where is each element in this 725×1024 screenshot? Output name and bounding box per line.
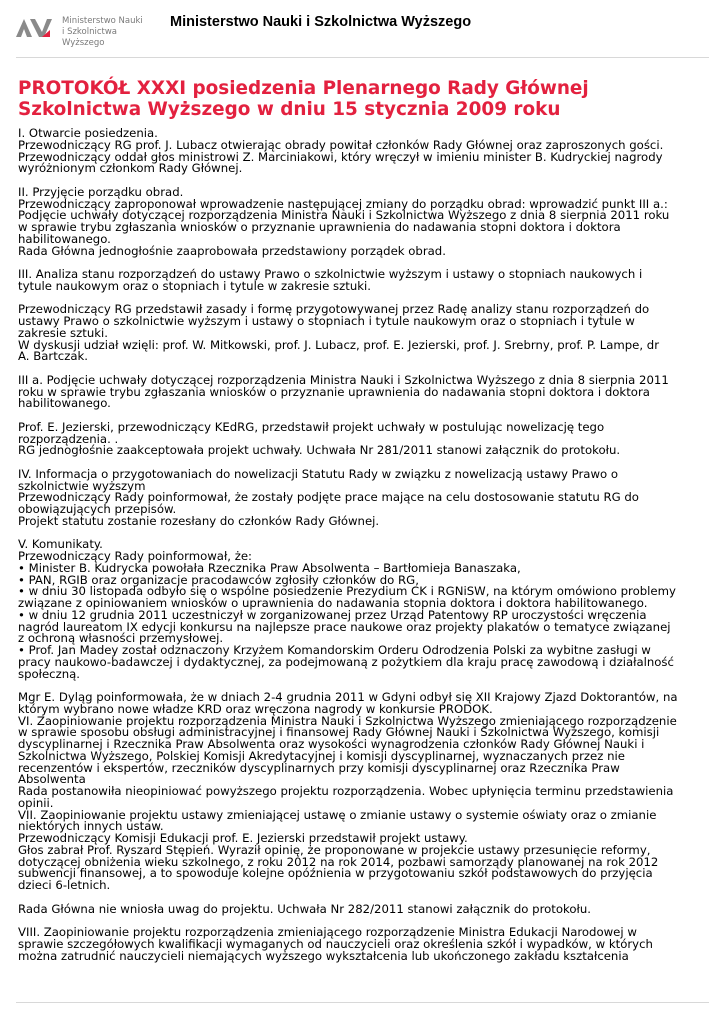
logo-text (62, 16, 158, 49)
ministry-logo[interactable] (16, 16, 158, 48)
text-line: można zatrudnić nauczycieli niemających wyższego wykształcenia lub ukończonego zakładu kształcenia (18, 948, 629, 963)
text-line: Prof. E. Jezierski, przewodniczący KEdRG, przedstawił projekt uchwały w postulując nowelizację tego (18, 419, 605, 434)
paragraph-gap (18, 528, 710, 540)
text-line: szkolnictwie wyższym (18, 478, 146, 493)
text-line: Głos zabrał Prof. Ryszard Stępień. Wyraził opinię, że proponowane w projekcie ustawy przesunięcie reformy, (18, 842, 651, 857)
text-line: w sprawie trybu zgłaszania wniosków o przyznanie uprawnienia do nadawania stopni doktora i doktora (18, 220, 621, 234)
text-line: • Minister B. Kudrycka powołała Rzecznika Praw Absolwenta – Bartłomieja Banaszaka, (18, 560, 521, 575)
text-line: A. Bartczak. (18, 349, 88, 364)
text-line: opinii. (18, 795, 54, 810)
text-line: • Prof. Jan Madey został odznaczony Krzyżem Komandorskim Orderu Odrodzenia Polski za wybitne zasługi w (18, 643, 651, 657)
text-line: związane z opiniowaniem wniosków o uprawnienia do nadawania stopnia doktora i doktora habilitowanego. (18, 596, 648, 610)
site-title: Ministerstwo Nauki i Szkolnictwa Wyższego (170, 14, 472, 30)
document-body (18, 128, 710, 962)
text-line: RG jednogłośnie zaakceptowała projekt uchwały. Uchwała Nr 281/2011 stanowi załącznik do protokołu. (18, 443, 621, 458)
text-line: Przewodniczący Rady poinformował, że: (18, 549, 252, 563)
header-divider (16, 57, 709, 58)
text-line: wyróżnionym członkom Rady Głównej. (18, 161, 243, 176)
text-line: W dyskusji udział wzięli: prof. W. Mitkowski, prof. J. Lubacz, prof. E. Jezierski, prof. J. Srebrny, prof. P. Lampe, dr (18, 337, 660, 352)
text-line: VI. Zaopiniowanie projektu rozporządzenia Ministra Nauki i Szkolnictwa Wyższego zmieniającego rozporządzenie (18, 713, 677, 728)
text-line: Mgr E. Dyląg poinformowała, że w dniach 2-4 grudnia 2011 w Gdyni odbył się XII Krajowy Zjazd Doktorantów, na (18, 690, 678, 704)
text-line: Przewodniczący zaproponował wprowadzenie następującej zmiany do porządku obrad: wprowadzić punkt III a.: (18, 196, 668, 211)
text-line: recenzentów i ekspertów, rzeczników dyscyplinarnych przy komisji dyscyplinarnej oraz Rzecznika Praw (18, 760, 620, 775)
text-line: z ochroną własności przemysłowej. (18, 631, 224, 646)
text-line: • w dniu 12 grudnia 2011 uczestniczył w zorganizowanej przez Urząd Patentowy RP uroczystości wręczenia (18, 607, 647, 622)
text-line: Rada postanowiła nieopiniować powyższego projektu rozporządzenia. Wobec upłynięcia terminu przedstawienia (18, 784, 674, 798)
ministry-logo-icon (16, 17, 56, 39)
page-header (0, 0, 725, 60)
text-line: VII. Zaopiniowanie projektu ustawy zmieniającej ustawę o zmianie ustawy o systemie oświaty oraz o zmianie (18, 807, 657, 822)
logo-line-2: i Szkolnictwa Wyższego (62, 27, 118, 48)
text-line: dotyczącej obniżenia wieku szkolnego, z roku 2012 na rok 2014, pozbawi samorządy planowanej na rok 2012 (18, 854, 659, 869)
document-title (18, 78, 698, 120)
text-line: Przewodniczący Rady poinformował, że zostały podjęte prace mające na celu dostosowanie statutu RG do (18, 490, 639, 505)
text-line: • PAN, RGIB oraz organizacje pracodawców zgłosiły członków do RG, (18, 572, 419, 587)
title-line-2: Szkolnictwa Wyższego w dniu 15 stycznia 2009 roku (18, 99, 561, 120)
text-line: Szkolnictwa Wyższego, Polskiej Komisji Akredytacyjnej i komisji dyscyplinarnej, wyznaczanych przez nie (18, 748, 625, 763)
text-line: I. Otwarcie posiedzenia. (18, 126, 158, 140)
text-line: II. Przyjęcie porządku obrad. (18, 184, 184, 199)
text-line: którym wybrano nowe władze KRD oraz wręczona nagrody w konkursie PRODOK. (18, 701, 493, 716)
text-line: dzieci 6-letnich. (18, 878, 111, 892)
text-line: Przewodniczący RG prof. J. Lubacz otwierając obrady powitał członków Rady Głównej oraz zaproszonych gości. (18, 137, 664, 152)
text-line: VIII. Zaopiniowanie projektu rozporządzenia zmieniającego rozporządzenie Ministra Edukacji Narodowej w (18, 925, 637, 939)
text-line: ustawy Prawo o szkolnictwie wyższym i ustawy o stopniach i tytule naukowym oraz o stopniach i tytule w (18, 314, 635, 328)
footer-divider (16, 1002, 709, 1003)
text-line: • w dniu 30 listopada odbyło się o wspólne posiedzenie Prezydium CK i RGNiSW, na którym omówiono problemy (18, 584, 676, 599)
text-line: roku w sprawie trybu zgłaszania wniosków o przyznanie uprawnienia do nadawania stopni doktora i doktora (18, 384, 650, 399)
text-line: Podjęcie uchwały dotyczącej rozporządzenia Ministra Nauki i Szkolnictwa Wyższego z dnia 8 sierpnia 2011 roku (18, 208, 670, 223)
text-line: w sprawie sposobu obsługi administracyjnej i finansowej Rady Głównej Nauki i Szkolnictwa Wyższego, komisji (18, 725, 660, 740)
text-line: III. Analiza stanu rozporządzeń do ustawy Prawo o szkolnictwie wyższym i ustawy o stopniach naukowych i (18, 267, 643, 281)
text-line: niektórych innych ustaw. (18, 819, 164, 834)
text-line: Przewodniczący Komisji Edukacji prof. E. Jezierski przedstawił projekt ustawy. (18, 831, 468, 845)
text-line: rozporządzenia. . (18, 431, 119, 446)
text-line: III a. Podjęcie uchwały dotyczącej rozporządzenia Ministra Nauki i Szkolnictwa Wyższego z dnia 8 sierpnia 2011 (18, 372, 669, 387)
text-line: sprawie szczegółowych kwalifikacji wymaganych od nauczycieli oraz określenia szkół i wypadków, w których (18, 936, 653, 951)
text-line: IV. Informacja o przygotowaniach do nowelizacji Statutu Rady w związku z nowelizacją ustawy Prawo o (18, 466, 619, 481)
text-line: pracy naukowo-badawczej i dydaktycznej, za podejmowaną z pożytkiem dla kraju pracę zawodową i działalność (18, 654, 674, 669)
text-line: nagród laureatom IX edycji konkursu na najlepsze prace naukowe oraz projekty plakatów o tematyce związanej (18, 619, 671, 634)
text-line: zakresie sztuki. (18, 325, 108, 340)
text-line: dyscyplinarnej i Rzecznika Praw Absolwenta oraz wysokości wynagrodzenia członków Rady Głównej Nauki i (18, 737, 645, 751)
text-line: subwencji finansowej, a to spowoduje kolejne opóźnienia w przygotowaniu szkół podstawowych do przyjęcia (18, 866, 653, 881)
text-line: Rada Główna nie wniosła uwag do projektu. Uchwała Nr 282/2011 stanowi załącznik do protokołu. (18, 901, 591, 916)
logo-line-1: Ministerstwo Nauki (62, 16, 143, 26)
text-line: V. Komunikaty. (18, 537, 103, 552)
title-line-1: PROTOKÓŁ XXXI posiedzenia Plenarnego Rady Głównej (18, 78, 589, 99)
text-line: Przewodniczący RG przedstawił zasady i formę przygotowywanej przez Radę analizy stanu rozporządzeń do (18, 302, 650, 317)
text-line: habilitowanego. (18, 396, 111, 411)
text-line: Projekt statutu zostanie rozesłany do członków Rady Głównej. (18, 513, 380, 528)
text-line: Przewodniczący oddał głos ministrowi Z. Marciniakowi, który wręczył w imieniu minister B. Kudryckiej nagrody (18, 149, 663, 164)
text-line: Rada Główna jednogłośnie zaaprobowała przedstawiony porządek obrad. (18, 243, 446, 258)
text-line: Absolwenta (18, 772, 86, 787)
text-line: społeczną. (18, 666, 81, 681)
text-line: habilitowanego. (18, 231, 111, 246)
text-line: tytule naukowym oraz o stopniach i tytule w zakresie sztuki. (18, 278, 372, 293)
text-line: obowiązujących przepisów. (18, 502, 177, 516)
